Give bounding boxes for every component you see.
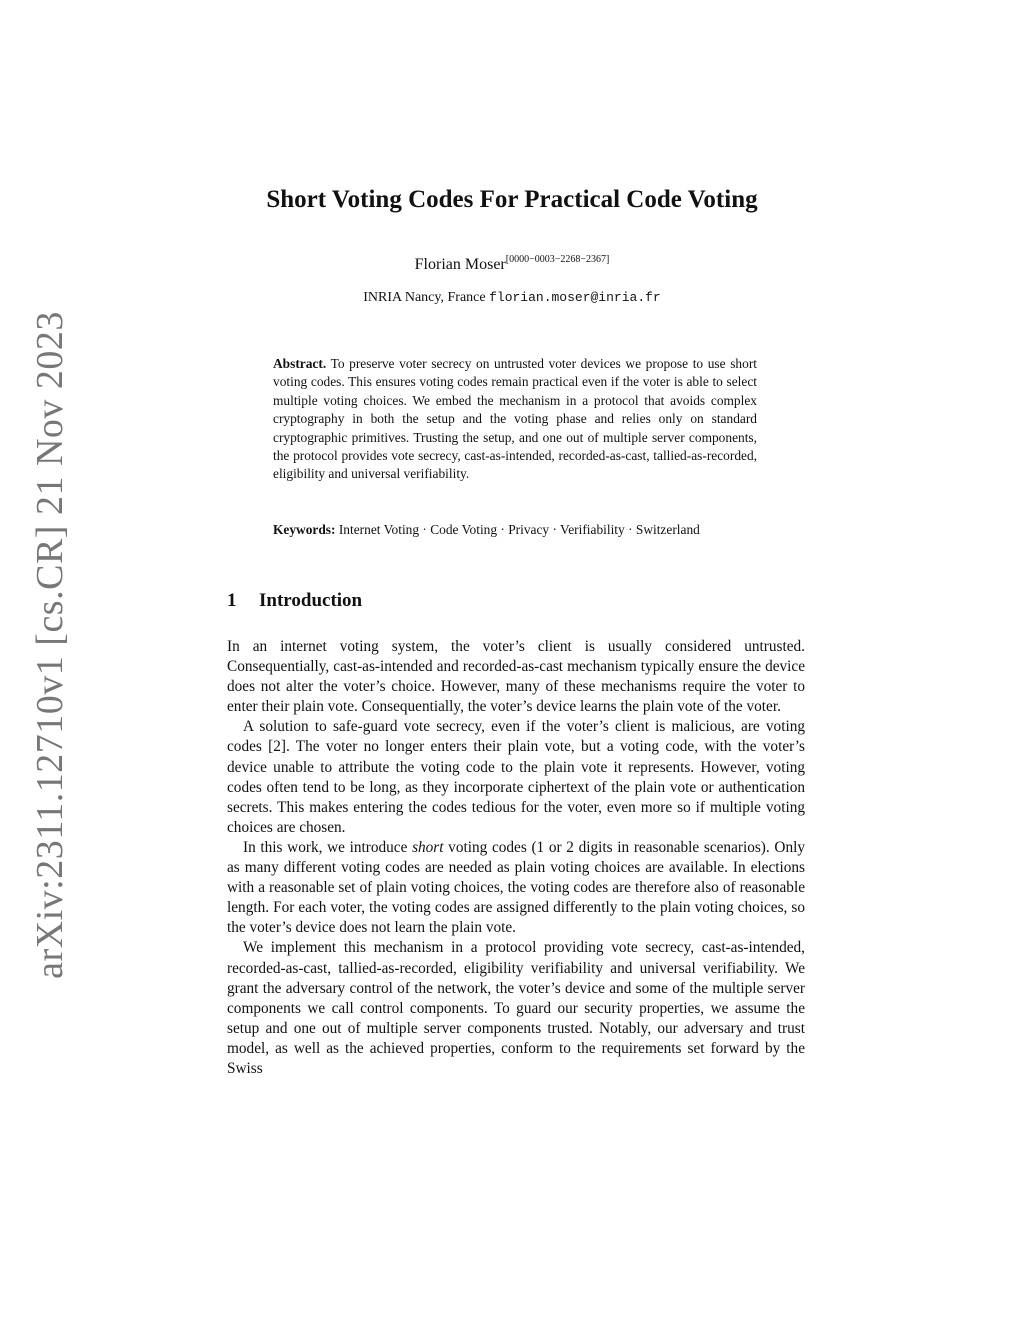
keywords	[273, 521, 757, 539]
abstract-text: To preserve voter secrecy on untrusted voter devices we propose to use short voting codes. This ensures voting codes remain practical even if the voter is able to select multiple voting choices. We embed the mechanism in a protocol that avoids complex cryptography in both the setup and the voting phase and relies only on standard cryptographic primitives. Trusting the setup, and one out of multiple server components, the protocol provides vote secrecy, cast-as-intended, recorded-as-cast, tallied-as-recorded, eligibility and universal verifiability.	[273, 356, 758, 482]
abstract-label: Abstract.	[273, 356, 327, 371]
author-orcid: [0000−0003−2268−2367]	[505, 254, 610, 265]
affiliation-line	[0, 290, 1024, 306]
affiliation-institution: INRIA Nancy, France	[363, 290, 486, 305]
abstract	[273, 355, 757, 484]
introduction-body	[227, 637, 805, 1079]
section-heading	[227, 590, 362, 612]
paragraph-2: A solution to safe-guard vote secrecy, even if the voter’s client is malicious, are voting codes [2]. The voter no longer enters their plain vote, but a voting code, with the voter’s device unable to attribute the voting code to the plain vote it represents. However, voting codes often tend to be long, as they incorporate ciphertext of the plain vote or authentication secrets. This makes entering the codes tedious for the voter, even more so if multiple voting choices are chosen.	[227, 718, 805, 836]
keywords-text: Internet Voting · Code Voting · Privacy · Verifiability · Switzerland	[338, 522, 700, 537]
paragraph-4: We implement this mechanism in a protocol providing vote secrecy, cast-as-intended, recorded-as-cast, tallied-as-recorded, eligibility verifiability and universal verifiability. We grant the adversary control of the network, the voter’s device and some of the multiple server components we call control components. To guard our security properties, we assume the setup and one out of multiple server components trusted. Notably, our adversary and trust model, as well as the achieved properties, conform to the requirements set forward by the Swiss	[227, 939, 805, 1077]
paragraph-3-rest: voting codes (1 or 2 digits in reasonable scenarios). Only as many different voting codes are needed as plain voting choices are available. In elections with a reasonable set of plain voting choices, the voting codes are therefore also of reasonable length. For each voter, the voting codes are assigned differently to the plain voting choices, so the voter’s device does not learn the plain vote.	[227, 838, 805, 937]
paragraph-3	[227, 838, 805, 938]
author-line	[0, 254, 1024, 274]
paragraph-3-emphasis: short	[412, 838, 444, 856]
author-email: florian.moser@inria.fr	[489, 290, 661, 305]
arxiv-identifier	[28, 311, 72, 979]
section-title: Introduction	[259, 590, 363, 611]
arxiv-identifier-text: arXiv:2311.12710v1 [cs.CR] 21 Nov 2023	[29, 311, 72, 979]
section-number: 1	[227, 590, 237, 611]
author-name: Florian Moser	[414, 256, 506, 273]
paragraph-3-start: In this work, we introduce	[243, 838, 413, 856]
paper-title: Short Voting Codes For Practical Code Voting	[266, 186, 758, 213]
paragraph-1: In an internet voting system, the voter’s client is usually considered untrusted. Consequentially, cast-as-intended and recorded-as-cast mechanism typically ensure the device does not alter the voter’s choice. However, many of these mechanisms require the voter to enter their plain vote. Consequentially, the voter’s device learns the plain vote of the voter.	[227, 638, 805, 716]
keywords-label: Keywords:	[273, 522, 336, 537]
